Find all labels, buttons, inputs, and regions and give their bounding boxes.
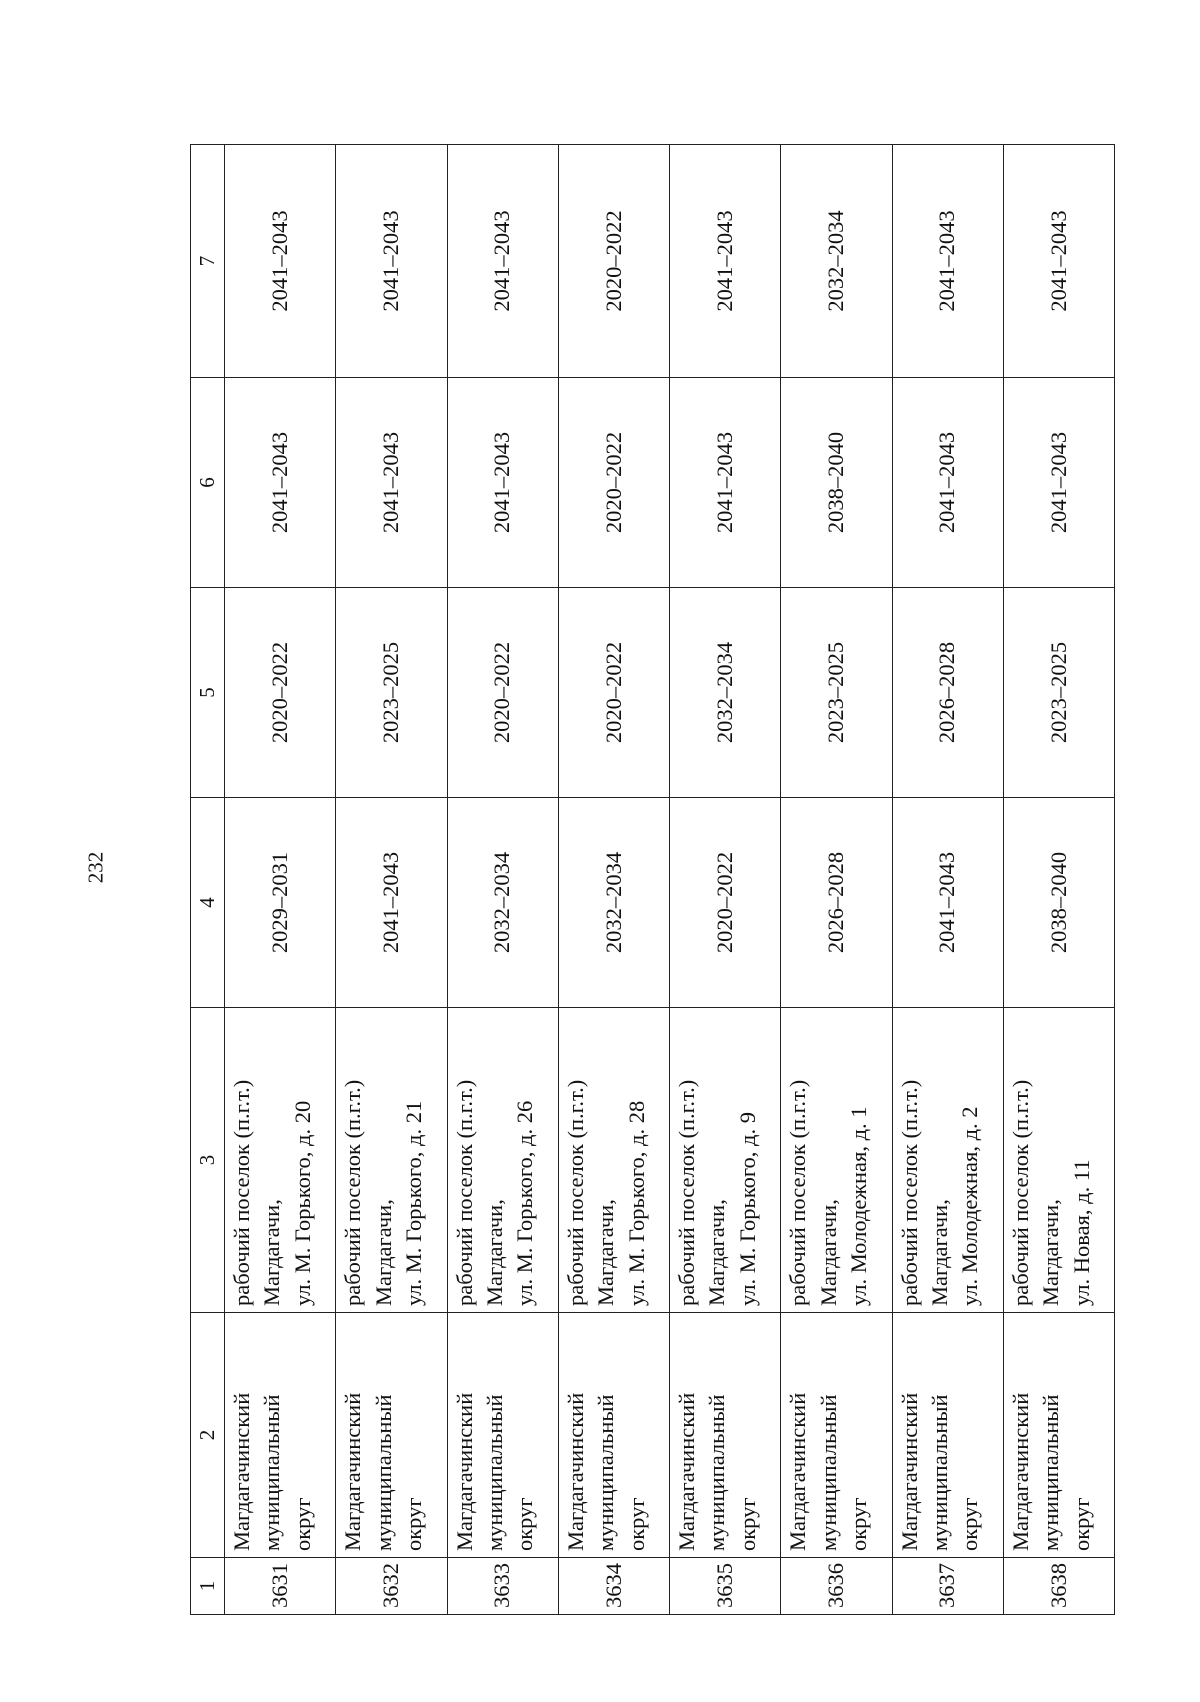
table-row — [670, 145, 781, 1615]
address-cell — [336, 1008, 447, 1313]
period-cell-col5: 2032–2034 — [670, 588, 781, 798]
address-line: Магдагачи, — [593, 1199, 619, 1306]
municipality-line: муниципальный — [593, 1394, 619, 1551]
period-cell-col4: 2032–2034 — [447, 798, 558, 1008]
address-line: ул. М. Горького, д. 26 — [512, 1100, 538, 1306]
period-cell-col5: 2023–2025 — [781, 588, 892, 798]
address-line: Магдагачи, — [481, 1199, 507, 1306]
column-header-6: 6 — [191, 378, 225, 588]
period-cell-col4: 2020–2022 — [670, 798, 781, 1008]
address-line: Магдагачи, — [370, 1199, 396, 1306]
address-line: ул. М. Горького, д. 28 — [623, 1100, 649, 1306]
address-line: ул. Молодежная, д. 2 — [957, 1106, 983, 1306]
header-row — [191, 145, 225, 1615]
table-row — [336, 145, 447, 1615]
period-cell-col6: 2041–2043 — [1003, 378, 1114, 588]
page-number: 232 — [83, 851, 108, 884]
municipality-line: муниципальный — [815, 1394, 841, 1551]
municipality-line: округ — [623, 1497, 649, 1551]
municipality-cell — [336, 1313, 447, 1558]
address-line: рабочий поселок (п.г.т.) — [340, 1079, 366, 1306]
period-cell-col6: 2041–2043 — [447, 378, 558, 588]
period-cell-col4: 2029–2031 — [225, 798, 336, 1008]
period-cell-col5: 2023–2025 — [1003, 588, 1114, 798]
row-number-cell: 3636 — [781, 1558, 892, 1615]
municipality-line: округ — [734, 1497, 760, 1551]
municipality-line: муниципальный — [259, 1394, 285, 1551]
row-number-cell: 3635 — [670, 1558, 781, 1615]
municipality-line: Магдагачинский — [340, 1392, 366, 1551]
address-line: рабочий поселок (п.г.т.) — [451, 1079, 477, 1306]
column-header-2: 2 — [191, 1313, 225, 1558]
address-cell — [558, 1008, 669, 1313]
address-cell — [670, 1008, 781, 1313]
table-body — [225, 145, 1115, 1615]
address-line: рабочий поселок (п.г.т.) — [229, 1079, 254, 1306]
row-number-cell: 3633 — [447, 1558, 558, 1615]
period-cell-col7: 2041–2043 — [447, 145, 558, 378]
address-line: Магдагачи, — [815, 1199, 841, 1306]
period-cell-col7: 2041–2043 — [225, 145, 336, 378]
table-row — [558, 145, 669, 1615]
period-cell-col5: 2020–2022 — [558, 588, 669, 798]
municipality-line: Магдагачинский — [451, 1392, 477, 1551]
address-line: рабочий поселок (п.г.т.) — [1007, 1079, 1033, 1306]
address-line: ул. М. Горького, д. 9 — [734, 1112, 760, 1306]
municipality-cell — [447, 1313, 558, 1558]
municipality-line: округ — [957, 1497, 983, 1551]
column-header-4: 4 — [191, 798, 225, 1008]
address-cell — [892, 1008, 1003, 1313]
period-cell-col7: 2041–2043 — [892, 145, 1003, 378]
period-cell-col6: 2041–2043 — [892, 378, 1003, 588]
address-line: Магдагачи, — [926, 1199, 952, 1306]
address-cell — [225, 1008, 336, 1313]
column-header-7: 7 — [191, 145, 225, 378]
table-row — [447, 145, 558, 1615]
period-cell-col7: 2041–2043 — [670, 145, 781, 378]
municipality-cell — [558, 1313, 669, 1558]
schedule-table — [190, 144, 1115, 1615]
rotated-table-container — [190, 145, 1115, 1615]
municipality-line: муниципальный — [704, 1394, 730, 1551]
address-line: Магдагачи, — [1038, 1199, 1064, 1306]
period-cell-col4: 2032–2034 — [558, 798, 669, 1008]
rotated-table-frame — [190, 145, 1115, 1615]
column-header-3: 3 — [191, 1008, 225, 1313]
address-line: рабочий поселок (п.г.т.) — [674, 1079, 699, 1306]
address-line: ул. М. Горького, д. 20 — [289, 1100, 315, 1306]
address-line: ул. Новая, д. 11 — [1068, 1159, 1094, 1306]
address-cell — [781, 1008, 892, 1313]
address-cell — [1003, 1008, 1114, 1313]
row-number-cell: 3634 — [558, 1558, 669, 1615]
row-number-cell: 3638 — [1003, 1558, 1114, 1615]
municipality-line: Магдагачинский — [785, 1392, 811, 1551]
municipality-cell — [781, 1313, 892, 1558]
address-line: ул. М. Горького, д. 21 — [401, 1100, 426, 1306]
period-cell-col6: 2041–2043 — [225, 378, 336, 588]
period-cell-col6: 2020–2022 — [558, 378, 669, 588]
period-cell-col7: 2041–2043 — [336, 145, 447, 378]
table-row — [1003, 145, 1114, 1615]
address-line: рабочий поселок (п.г.т.) — [785, 1079, 811, 1306]
period-cell-col5: 2023–2025 — [336, 588, 447, 798]
municipality-line: Магдагачинский — [1007, 1392, 1033, 1551]
period-cell-col4: 2038–2040 — [1003, 798, 1114, 1008]
municipality-cell — [670, 1313, 781, 1558]
row-number-cell: 3632 — [336, 1558, 447, 1615]
table-row — [781, 145, 892, 1615]
municipality-cell — [1003, 1313, 1114, 1558]
period-cell-col5: 2020–2022 — [447, 588, 558, 798]
table-row — [225, 145, 336, 1615]
period-cell-col6: 2038–2040 — [781, 378, 892, 588]
municipality-line: Магдагачинский — [674, 1392, 699, 1551]
period-cell-col6: 2041–2043 — [336, 378, 447, 588]
row-number-cell: 3637 — [892, 1558, 1003, 1615]
address-line: рабочий поселок (п.г.т.) — [896, 1079, 922, 1306]
period-cell-col6: 2041–2043 — [670, 378, 781, 588]
period-cell-col7: 2020–2022 — [558, 145, 669, 378]
municipality-line: муниципальный — [481, 1394, 507, 1551]
period-cell-col4: 2041–2043 — [892, 798, 1003, 1008]
municipality-cell — [892, 1313, 1003, 1558]
municipality-line: Магдагачинский — [896, 1392, 922, 1551]
municipality-line: округ — [846, 1497, 871, 1551]
row-number-cell: 3631 — [225, 1558, 336, 1615]
address-line: Магдагачи, — [704, 1199, 730, 1306]
period-cell-col7: 2032–2034 — [781, 145, 892, 378]
column-header-5: 5 — [191, 588, 225, 798]
period-cell-col4: 2041–2043 — [336, 798, 447, 1008]
table-row — [892, 145, 1003, 1615]
municipality-line: муниципальный — [370, 1394, 396, 1551]
period-cell-col5: 2020–2022 — [225, 588, 336, 798]
municipality-line: Магдагачинский — [562, 1392, 588, 1551]
period-cell-col4: 2026–2028 — [781, 798, 892, 1008]
municipality-line: Магдагачинский — [229, 1392, 254, 1551]
municipality-line: округ — [512, 1497, 538, 1551]
address-cell — [447, 1008, 558, 1313]
address-line: ул. Молодежная, д. 1 — [846, 1106, 871, 1306]
municipality-line: округ — [289, 1497, 315, 1551]
municipality-line: муниципальный — [1038, 1394, 1064, 1551]
municipality-line: округ — [401, 1497, 426, 1551]
period-cell-col5: 2026–2028 — [892, 588, 1003, 798]
municipality-line: муниципальный — [926, 1394, 952, 1551]
municipality-cell — [225, 1313, 336, 1558]
address-line: Магдагачи, — [259, 1199, 285, 1306]
column-header-1: 1 — [191, 1558, 225, 1615]
municipality-line: округ — [1068, 1497, 1094, 1551]
address-line: рабочий поселок (п.г.т.) — [562, 1079, 588, 1306]
period-cell-col7: 2041–2043 — [1003, 145, 1114, 378]
